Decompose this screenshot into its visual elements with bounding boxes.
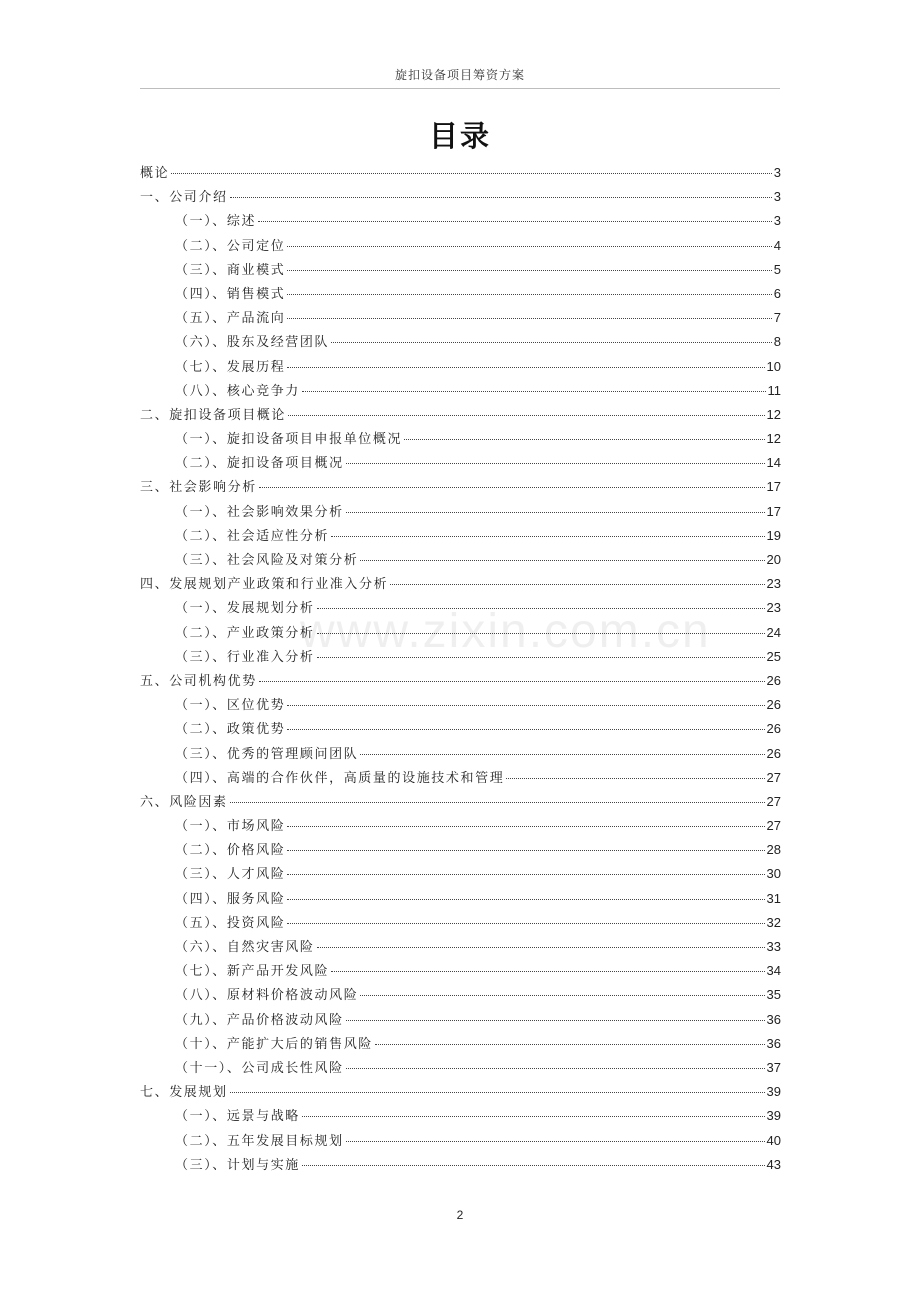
toc-subentry[interactable] [140,379,781,403]
toc-subentry[interactable] [140,814,781,838]
toc-subentry[interactable] [140,451,781,475]
toc-subentry[interactable] [140,596,781,620]
toc-entry-page: 26 [766,672,781,688]
toc-entry-label: （四）、服务风险 [175,891,286,907]
toc-entry-label: （三）、社会风险及对策分析 [175,553,359,568]
toc-entry-page: 12 [766,406,781,422]
toc-entry-label: 概论 [140,166,170,181]
toc-subentry[interactable] [140,355,781,379]
toc-subentry[interactable] [140,282,781,306]
toc-subentry[interactable] [140,717,781,741]
toc-entry-page: 31 [766,890,781,906]
toc-dot-leader [171,172,772,174]
toc-dot-leader [230,801,765,803]
toc-entry-label: （二）、政策优势 [175,722,286,738]
toc-dot-leader [390,583,764,585]
toc-entry-label: （四）、销售模式 [175,286,286,302]
toc-subentry[interactable] [140,427,781,451]
toc-subentry[interactable] [140,306,781,330]
toc-entry-page: 17 [766,503,781,519]
toc-entry-label: （三）、计划与实施 [175,1157,300,1173]
toc-dot-leader [287,245,771,247]
toc-entry-page: 5 [773,261,781,277]
toc-dot-leader [317,607,765,609]
toc-entry-page: 7 [773,310,781,326]
toc-heading: 目录 [428,119,491,153]
toc-entry-page: 8 [773,334,781,350]
toc-entry-page: 10 [766,358,781,374]
toc-dot-leader [360,559,764,561]
toc-entry-label: （一）、旋扣设备项目申报单位概况 [175,432,403,448]
toc-dot-leader [404,438,764,440]
toc-subentry[interactable] [140,862,781,886]
toc-entry-label: （六）、自然灾害风险 [175,940,315,955]
toc-entry-page: 20 [766,552,781,567]
toc-entry-label: （二）、公司定位 [175,238,286,254]
toc-dot-leader [287,366,764,368]
toc-subentry[interactable] [140,1104,781,1128]
toc-dot-leader [287,873,764,875]
toc-entry-page: 27 [766,769,781,785]
toc-dot-leader [288,414,765,416]
toc-entry-page: 36 [766,1011,781,1027]
toc-entry-page: 6 [773,285,781,301]
toc-subentry[interactable] [140,693,781,717]
toc-entry[interactable] [140,1080,781,1104]
toc-entry-label: （二）、价格风险 [175,843,286,859]
toc-subentry[interactable] [140,258,781,282]
toc-subentry[interactable] [140,524,781,548]
toc-subentry[interactable] [140,209,781,233]
toc-dot-leader [287,317,771,319]
toc-entry-page: 23 [766,576,781,592]
toc-entry-label: 四、发展规划产业政策和行业准入分析 [140,577,389,593]
toc-entry-label: （二）、五年发展目标规划 [175,1133,344,1149]
toc-dot-leader [375,1043,765,1045]
toc-dot-leader [287,825,764,827]
toc-dot-leader [331,535,764,537]
toc-subentry[interactable] [140,1056,781,1080]
toc-dot-leader [346,511,765,513]
toc-entry[interactable] [140,403,781,427]
toc-entry[interactable] [140,669,781,693]
toc-entry-label: （五）、投资风险 [175,915,286,931]
toc-subentry[interactable] [140,838,781,862]
toc-dot-leader [346,462,765,464]
toc-dot-leader [302,1164,765,1166]
toc-entry[interactable] [140,185,781,209]
toc-dot-leader [346,1140,765,1142]
toc-entry-page: 40 [766,1132,781,1148]
toc-entry-page: 30 [766,866,781,882]
toc-dot-leader [346,1019,765,1021]
toc-entry-label: （八）、原材料价格波动风险 [175,988,359,1004]
toc-dot-leader [287,704,764,706]
toc-entry[interactable] [140,161,781,185]
toc-dot-leader [287,922,764,924]
toc-entry-label: （九）、产品价格波动风险 [175,1012,344,1028]
toc-entry-label: 二、旋扣设备项目概论 [140,407,287,423]
toc-entry-page: 17 [766,479,781,495]
toc-entry-label: （五）、产品流向 [175,311,286,327]
toc-subentry[interactable] [140,1153,781,1177]
toc-dot-leader [287,849,764,851]
toc-entry-page: 25 [766,648,781,664]
toc-entry-page: 14 [766,455,781,471]
toc-subentry[interactable] [140,911,781,935]
toc-entry-label: （三）、优秀的管理顾问团队 [175,746,359,762]
toc-entry-page: 36 [766,1035,781,1051]
toc-entry-page: 19 [766,527,781,543]
toc-entry-page: 28 [766,842,781,858]
toc-dot-leader [259,680,765,682]
table-of-contents [140,161,781,1177]
page-number: 2 [456,1208,464,1222]
toc-subentry[interactable] [140,959,781,983]
toc-entry-label: （二）、旋扣设备项目概况 [175,456,344,472]
toc-subentry[interactable] [140,645,781,669]
toc-dot-leader [287,269,771,271]
toc-entry-page: 3 [773,213,781,229]
toc-entry-page: 27 [766,818,781,834]
toc-dot-leader [230,196,772,198]
toc-entry-page: 39 [766,1108,781,1124]
toc-dot-leader [346,1067,765,1069]
toc-subentry[interactable] [140,330,781,354]
toc-entry-page: 33 [766,939,781,954]
header-divider [140,88,780,89]
toc-dot-leader [331,341,772,343]
toc-entry-label: （七）、发展历程 [175,359,286,375]
toc-dot-leader [360,994,764,996]
toc-entry-page: 35 [766,987,781,1003]
toc-entry-label: 一、公司介绍 [140,190,228,206]
toc-subentry[interactable] [140,766,781,790]
toc-dot-leader [317,946,765,948]
toc-entry-page: 24 [766,624,781,640]
toc-dot-leader [317,656,765,658]
toc-subentry[interactable] [140,887,781,911]
toc-dot-leader [287,728,764,730]
toc-entry[interactable] [140,475,781,499]
toc-entry-label: （一）、综述 [175,214,257,230]
running-header: 旋扣设备项目筹资方案 [394,68,525,82]
toc-entry-page: 4 [773,237,781,253]
toc-subentry[interactable] [140,1008,781,1032]
toc-dot-leader [302,1115,765,1117]
toc-dot-leader [302,390,766,392]
toc-entry-label: （二）、产业政策分析 [175,625,315,641]
toc-dot-leader [287,293,771,295]
toc-entry-page: 12 [766,431,781,447]
toc-entry-label: （一）、区位优势 [175,698,286,714]
toc-entry-page: 39 [766,1084,781,1100]
toc-entry-label: （三）、商业模式 [175,262,286,278]
toc-dot-leader [331,970,764,972]
toc-entry-label: （四）、高端的合作伙伴，高质量的设施技术和管理 [175,770,505,786]
toc-entry-page: 43 [766,1156,781,1172]
toc-dot-leader [287,898,764,900]
toc-entry-page: 32 [766,914,781,930]
toc-dot-leader [360,753,764,755]
toc-entry-page: 34 [766,963,781,979]
toc-entry-page: 11 [767,382,781,398]
toc-entry-label: 六、风险因素 [140,794,228,810]
toc-entry-label: （六）、股东及经营团队 [175,335,330,351]
toc-entry-label: （八）、核心竞争力 [175,383,300,399]
toc-entry-page: 27 [766,793,781,809]
toc-entry-page: 26 [766,745,781,761]
toc-subentry[interactable] [140,234,781,258]
toc-dot-leader [506,777,764,779]
toc-dot-leader [230,1091,765,1093]
toc-entry-label: （十一）、公司成长性风险 [175,1060,344,1076]
toc-subentry[interactable] [140,742,781,766]
toc-entry-page: 26 [766,697,781,713]
toc-subentry[interactable] [140,500,781,524]
toc-entry-page: 37 [766,1059,781,1075]
toc-entry-label: （一）、市场风险 [175,819,286,835]
toc-entry-label: （三）、人才风险 [175,867,286,883]
toc-dot-leader [317,632,765,634]
toc-entry[interactable] [140,572,781,596]
watermark: www.zixin.com.cn [300,605,711,658]
toc-entry-label: （一）、发展规划分析 [175,601,315,617]
toc-entry-label: 三、社会影响分析 [140,480,257,496]
toc-entry-page: 3 [773,165,781,180]
toc-entry-label: 七、发展规划 [140,1085,228,1101]
toc-entry-page: 3 [773,189,781,205]
toc-subentry[interactable] [140,983,781,1007]
toc-dot-leader [259,486,765,488]
toc-entry-label: （一）、远景与战略 [175,1109,300,1125]
toc-entry-page: 26 [766,721,781,737]
toc-subentry[interactable] [140,548,781,572]
toc-subentry[interactable] [140,1032,781,1056]
toc-entry-label: （十）、产能扩大后的销售风险 [175,1036,373,1052]
toc-entry-label: （一）、社会影响效果分析 [175,504,344,520]
toc-entry-label: （三）、行业准入分析 [175,649,315,665]
toc-entry-label: 五、公司机构优势 [140,673,257,689]
toc-entry-label: （二）、社会适应性分析 [175,528,330,544]
toc-dot-leader [258,220,772,222]
toc-subentry[interactable] [140,1129,781,1153]
toc-subentry[interactable] [140,621,781,645]
toc-entry-page: 23 [766,600,781,616]
toc-subentry[interactable] [140,935,781,959]
toc-entry-label: （七）、新产品开发风险 [175,964,330,980]
toc-entry[interactable] [140,790,781,814]
